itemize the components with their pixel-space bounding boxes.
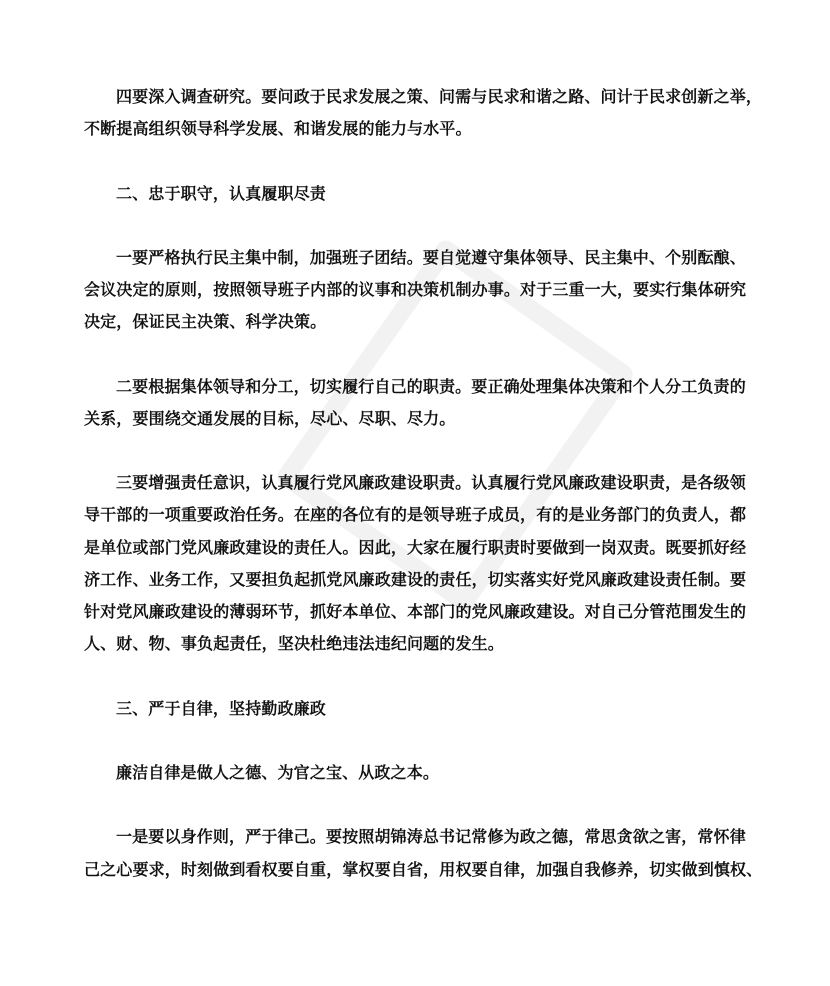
paragraph (84, 81, 764, 145)
paragraph (84, 821, 764, 885)
text-line: 一是要以身作则，严于律己。要按照胡锦涛总书记常修为政之德，常思贪欲之害，常怀律 (116, 827, 746, 847)
text-line: 不断提高组织领导科学发展、和谐发展的能力与水平。 (84, 119, 472, 139)
text-line: 导干部的一项重要政治任务。在座的各位有的是领导班子成员，有的是业务部门的负责人，都 (84, 505, 747, 525)
text-line: 济工作、业务工作，又要担负起抓党风廉政建设的责任，切实落实好党风廉政建设责任制。要 (84, 569, 747, 589)
section-heading (84, 693, 764, 725)
text-line: 关系，要围绕交通发展的目标，尽心、尽职、尽力。 (84, 408, 456, 428)
text-line: 四要深入调查研究。要问政于民求发展之策、问需与民求和谐之路、问计于民求创新之举， (116, 87, 763, 106)
text-line: 人、财、物、事负起责任，坚决杜绝违法违纪问题的发生。 (84, 634, 504, 654)
text-line: 二、忠于职守，认真履职尽责 (116, 183, 326, 203)
text-line: 针对党风廉政建设的薄弱环节，抓好本单位、本部门的党风廉政建设。对自己分管范围发生的 (84, 602, 747, 621)
paragraph (84, 757, 764, 789)
text-line: 决定，保证民主决策、科学决策。 (84, 312, 327, 332)
paragraph (84, 371, 764, 435)
text-line: 己之心要求，时刻做到看权要自重，掌权要自省，用权要自律，加强自我修养，切实做到慎权、 (84, 859, 763, 879)
text-line: 会议决定的原则，按照领导班子内部的议事和决策机制办事。对于三重一大，要实行集体研究 (84, 280, 747, 300)
text-line: 一要严格执行民主集中制，加强班子团结。要自觉遵守集体领导、民主集中、个别酝酿、 (116, 247, 746, 267)
text-line: 三要增强责任意识，认真履行党风廉政建设职责。认真履行党风廉政建设职责，是各级领 (116, 473, 746, 493)
section-heading (84, 178, 764, 210)
paragraph (84, 242, 764, 339)
paragraph (84, 467, 764, 660)
text-line: 三、严于自律，坚持勤政廉政 (116, 698, 326, 718)
document-page (84, 81, 764, 918)
text-line: 是单位或部门党风廉政建设的责任人。因此，大家在履行职责时要做到一岗双责。既要抓好经 (84, 537, 747, 557)
text-line: 廉洁自律是做人之德、为官之宝、从政之本。 (116, 762, 440, 782)
text-line: 二要根据集体领导和分工，切实履行自己的职责。要正确处理集体决策和个人分工负责的 (116, 376, 746, 396)
